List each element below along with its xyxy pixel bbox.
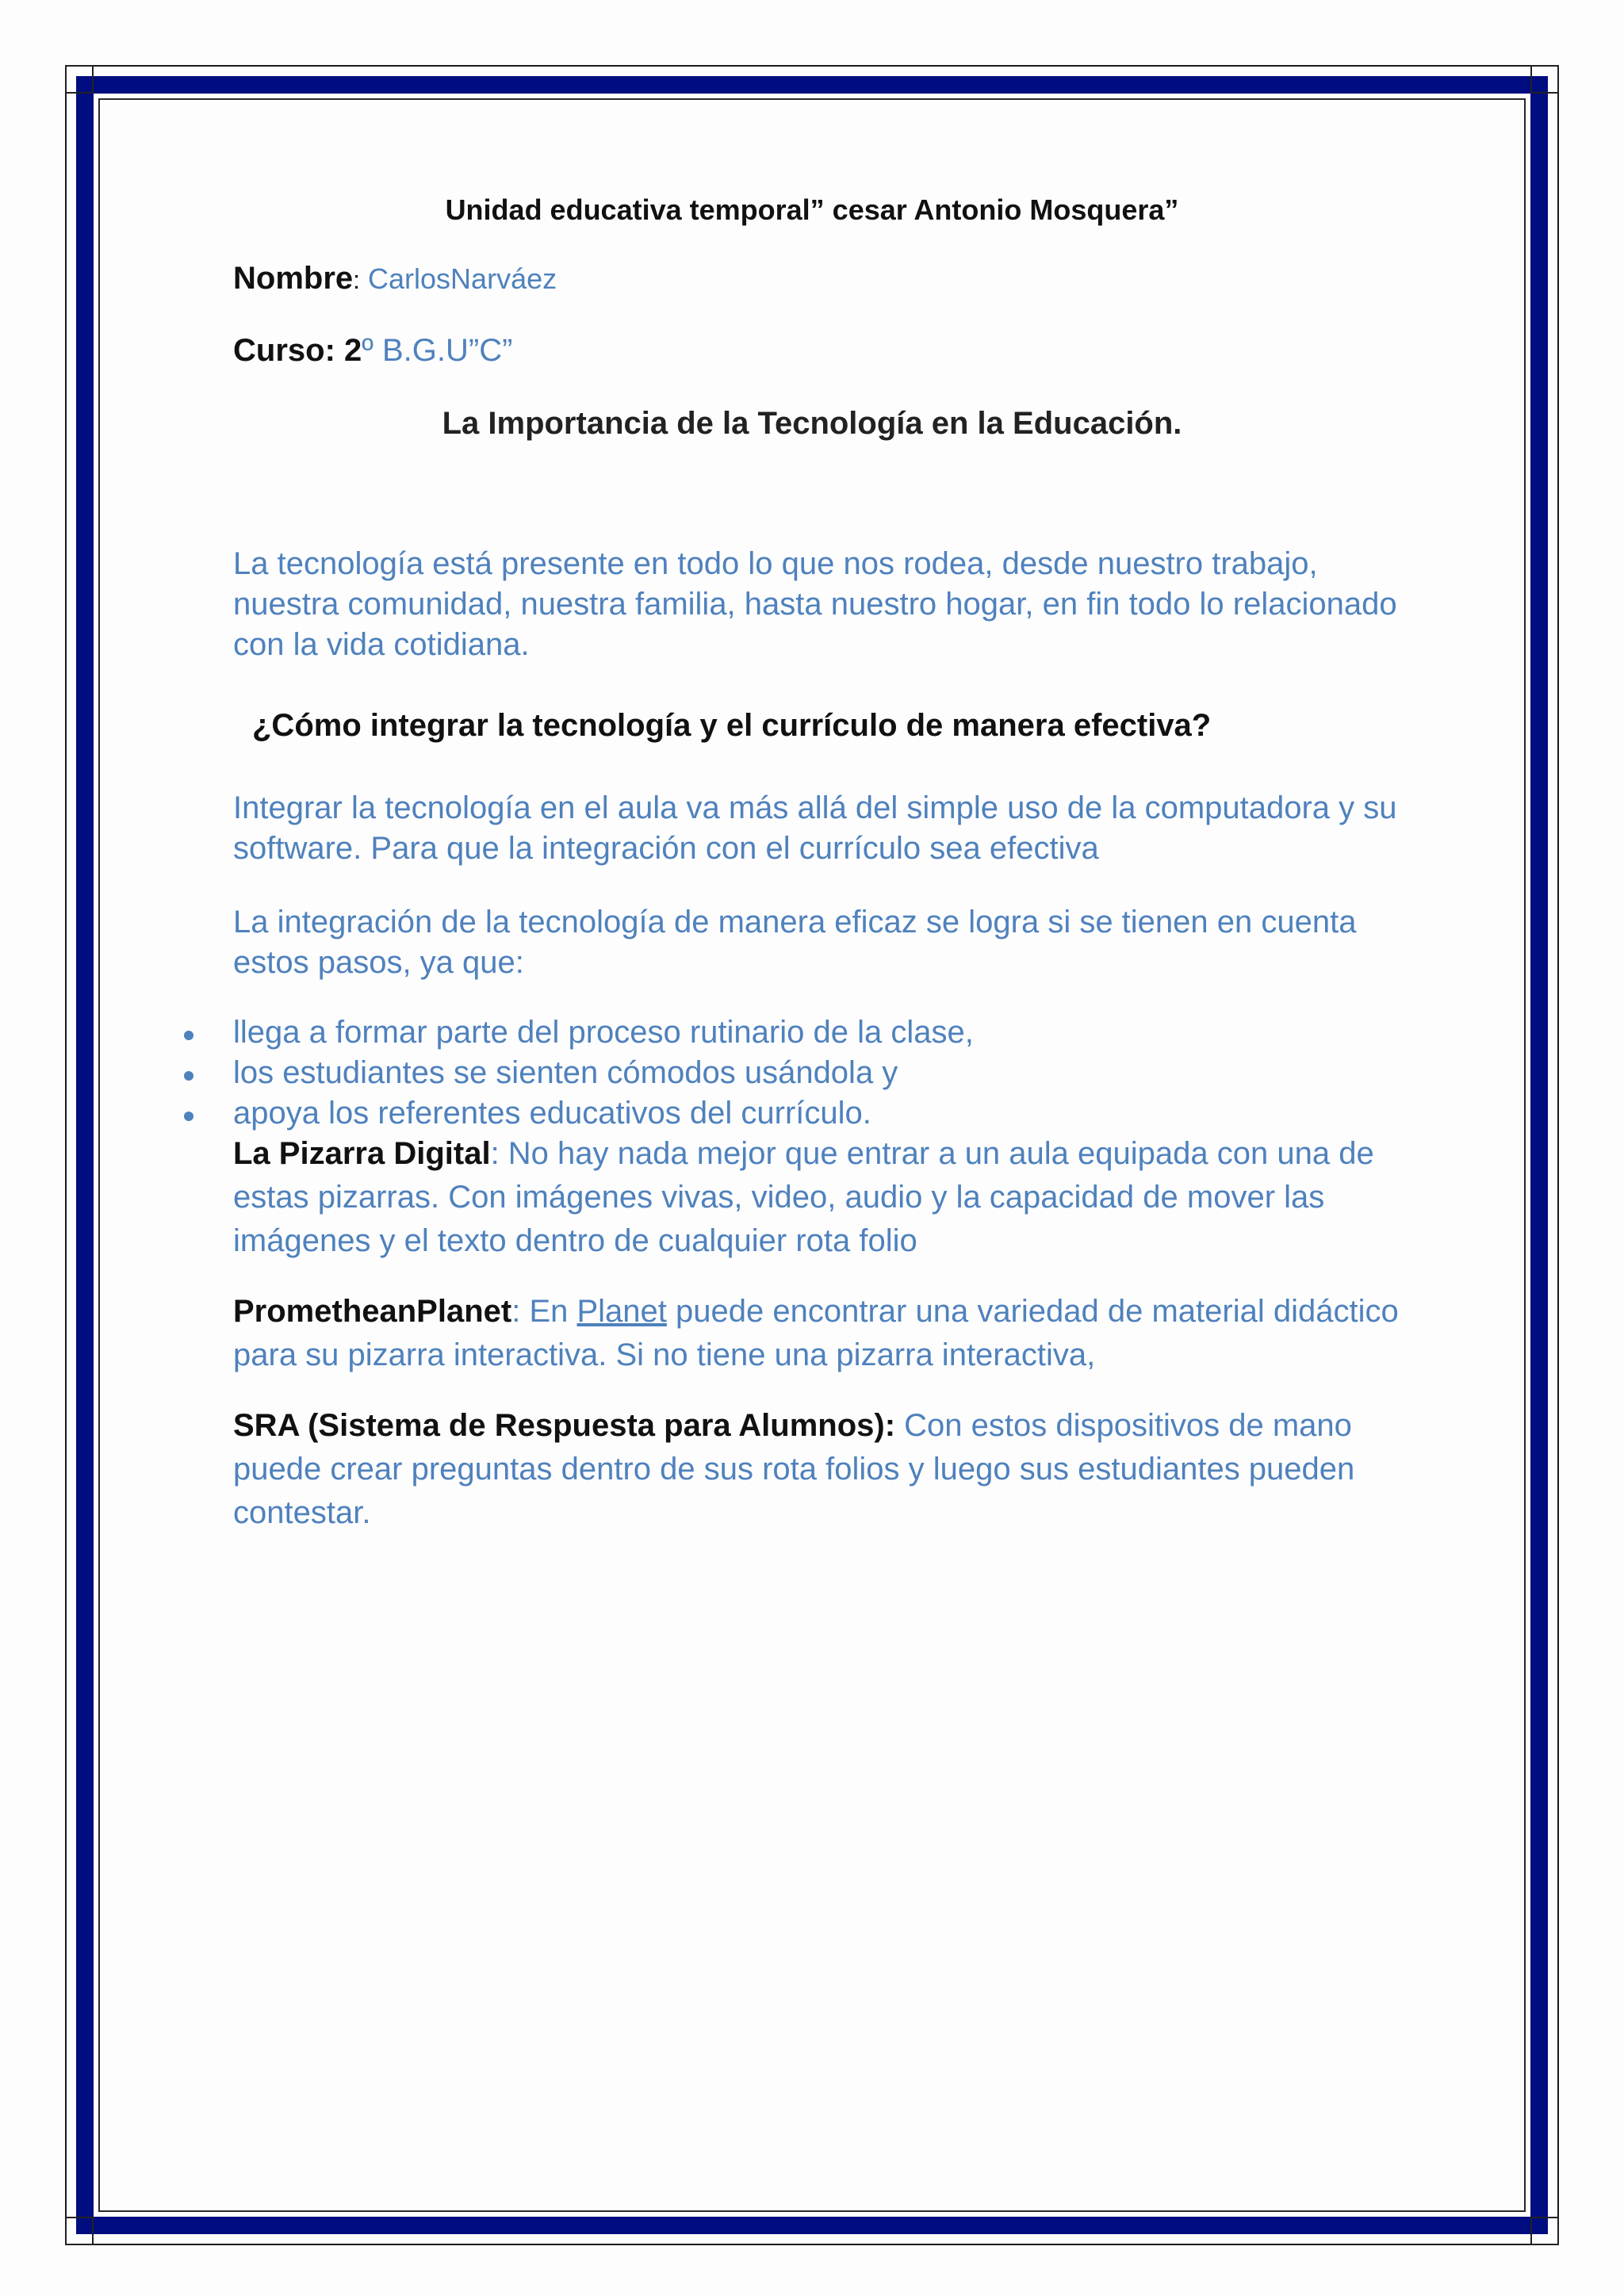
course-value: º B.G.U”C” — [362, 333, 513, 368]
student-name-line — [233, 261, 557, 297]
pizarra-digital-text: : No hay nada mejor que entrar a un aula equipada con una de estas pizarras. Con imágenes vivas, video, audio y la capacidad de mover las imágenes y el texto dentro de cualquier rota folio — [233, 1136, 1374, 1258]
course-line — [233, 333, 512, 369]
bullet-icon — [184, 1112, 193, 1121]
integration-paragraph: Integrar la tecnología en el aula va más allá del simple uso de la computadora y su software. Para que la integración con el currículo sea efectiva — [233, 790, 1397, 866]
name-separator: : — [353, 266, 361, 294]
promethean-text-after: puede encontrar una variedad de material didáctico para su pizarra interactiva. Si no tiene una pizarra interactiva, — [233, 1294, 1399, 1372]
list-item-text: llega a formar parte del proceso rutinario de la clase, — [233, 1015, 974, 1050]
sra-label: SRA (Sistema de Respuesta para Alumnos) — [233, 1408, 885, 1443]
list-item-text: apoya los referentes educativos del currículo. — [233, 1096, 871, 1131]
course-label: Curso: 2 — [233, 333, 362, 368]
school-name: Unidad educativa temporal” cesar Antonio Mosquera” — [445, 193, 1179, 226]
planet-link[interactable]: Planet — [576, 1294, 667, 1329]
name-value: CarlosNarváez — [360, 262, 557, 295]
steps-paragraph: La integración de la tecnología de manera eficaz se logra si se tienen en cuenta estos pasos, ya que: — [233, 905, 1357, 980]
section-question: ¿Cómo integrar la tecnología y el currículo de manera efectiva? — [252, 708, 1212, 743]
list-item-text: los estudiantes se sienten cómodos usándola y — [233, 1055, 898, 1090]
promethean-paragraph — [233, 1290, 1423, 1377]
intro-paragraph: La tecnología está presente en todo lo que nos rodea, desde nuestro trabajo, nuestra comunidad, nuestra familia, hasta nuestro hogar, en fin todo lo relacionado con la vida cotidiana. — [233, 546, 1397, 662]
bullet-icon — [184, 1071, 193, 1081]
pizarra-digital-paragraph — [233, 1132, 1423, 1263]
promethean-label: PrometheanPlanet — [233, 1294, 512, 1329]
name-label: Nombre — [233, 261, 354, 296]
sra-text: Con estos dispositivos de mano puede crear preguntas dentro de sus rota folios y luego sus estudiantes pueden contestar. — [233, 1408, 1355, 1530]
promethean-text-before: : En — [511, 1294, 577, 1329]
bullet-icon — [184, 1031, 193, 1040]
pizarra-digital-label: La Pizarra Digital — [233, 1136, 491, 1171]
sra-separator: : — [884, 1408, 896, 1443]
document-title: La Importancia de la Tecnología en la Educación. — [442, 406, 1182, 441]
sra-paragraph — [233, 1404, 1423, 1535]
